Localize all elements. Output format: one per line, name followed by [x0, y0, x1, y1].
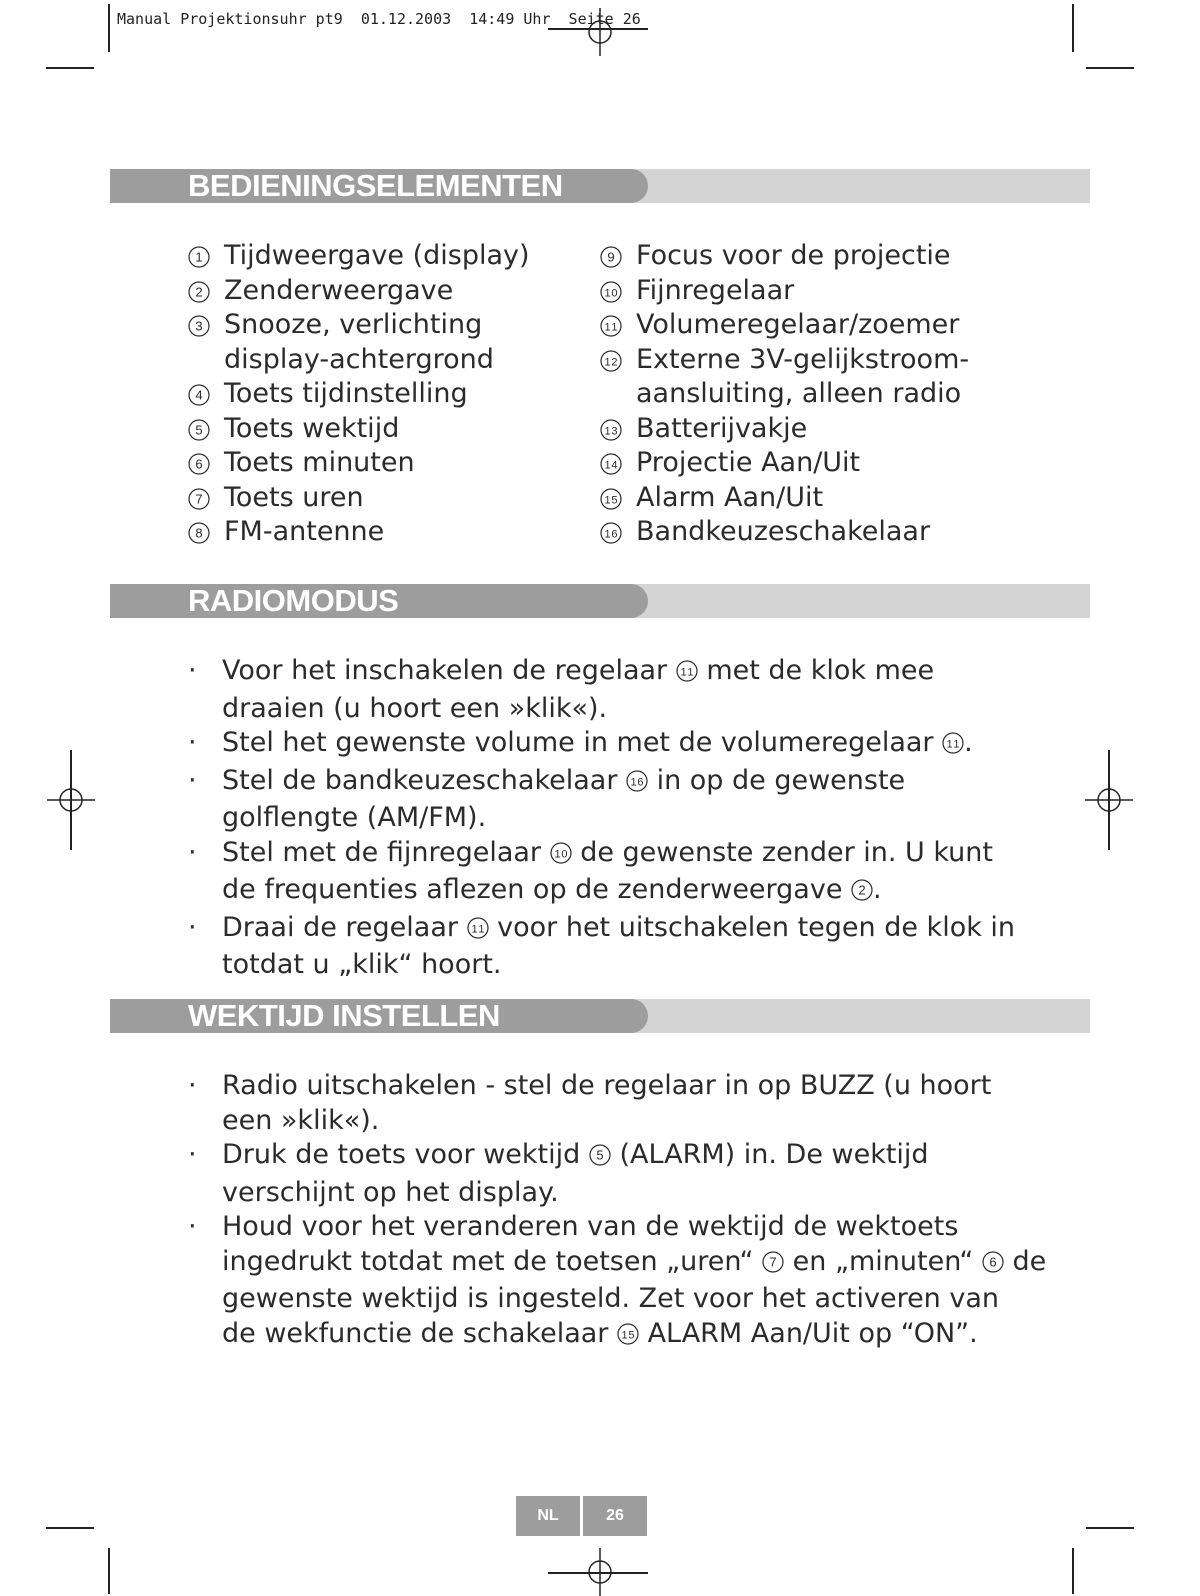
control-item	[188, 515, 530, 550]
svg-text:9: 9	[607, 249, 615, 265]
svg-text:11: 11	[471, 923, 485, 935]
instruction-item: · Stel het gewenste volume in met de volumeregelaar 11 .	[188, 726, 1048, 764]
circled-number-icon	[550, 842, 572, 864]
controls-list-left	[188, 239, 530, 550]
section-title: RADIOMODUS	[188, 583, 399, 618]
svg-text:3: 3	[195, 318, 203, 334]
bullet-icon: ·	[188, 1070, 197, 1101]
control-label: Tijdweergave (display)	[224, 240, 530, 271]
control-item	[600, 481, 969, 516]
circled-number-icon	[467, 917, 489, 939]
crop-mark	[46, 67, 94, 69]
crop-mark	[108, 1548, 110, 1594]
circled-number-icon	[188, 419, 210, 441]
svg-text:8: 8	[195, 525, 203, 541]
crop-mark	[1072, 1548, 1074, 1594]
svg-text:15: 15	[621, 1329, 635, 1341]
svg-text:5: 5	[596, 1147, 604, 1163]
section-title: WEKTIJD INSTELLEN	[188, 998, 500, 1033]
alarm-instructions	[188, 1069, 1048, 1354]
control-label: Fijnregelaar	[636, 274, 795, 306]
control-item	[600, 446, 969, 481]
control-item	[188, 308, 530, 377]
section-header-controls	[110, 169, 1090, 203]
control-item	[188, 377, 530, 412]
crop-mark	[108, 4, 110, 52]
control-label: Alarm Aan/Uit	[636, 481, 824, 513]
section-header-radio	[110, 584, 1090, 618]
svg-text:16: 16	[604, 528, 618, 541]
svg-text:1: 1	[195, 249, 203, 265]
svg-text:16: 16	[630, 776, 644, 788]
circled-number-icon	[188, 315, 210, 337]
bullet-icon: ·	[188, 655, 197, 686]
language-tab: NL	[516, 1496, 580, 1536]
svg-text:10: 10	[604, 287, 618, 299]
svg-text:2: 2	[858, 882, 866, 898]
crop-mark	[46, 1527, 94, 1529]
control-item	[600, 412, 969, 447]
registration-mark-icon	[1085, 776, 1133, 824]
svg-text:15: 15	[604, 494, 618, 506]
circled-number-icon	[600, 488, 622, 510]
section-title: BEDIENINGSELEMENTEN	[188, 168, 563, 203]
circled-number-icon	[617, 1323, 639, 1345]
svg-text:4: 4	[195, 387, 203, 403]
crop-mark	[1072, 4, 1074, 52]
instruction-item: · Druk de toets voor wektijd 5 (ALARM) in. De wektijd verschijnt op het display.	[188, 1139, 929, 1208]
control-item	[188, 274, 530, 309]
bullet-icon: ·	[188, 1139, 197, 1170]
svg-text:7: 7	[769, 1254, 777, 1269]
circled-number-icon	[600, 246, 622, 268]
svg-text:11: 11	[604, 321, 618, 334]
print-slug: Manual Projektionsuhr pt9 01.12.2003 14:49 Uhr Seite 26	[117, 10, 641, 28]
circled-number-icon	[188, 281, 210, 303]
control-label: Focus voor de projectie	[636, 240, 951, 271]
svg-text:11: 11	[680, 666, 694, 679]
svg-text:5: 5	[195, 422, 203, 437]
circled-number-icon	[188, 522, 210, 544]
circled-number-icon	[762, 1251, 784, 1273]
circled-number-icon	[600, 453, 622, 475]
control-item	[600, 343, 969, 412]
control-label: Snooze, verlichting	[224, 309, 483, 340]
circled-number-icon	[626, 770, 648, 792]
control-label: Toets uren	[224, 481, 364, 513]
control-label: aansluiting, alleen radio	[636, 378, 962, 409]
instruction-item: · Draai de regelaar 11 voor het uitschakelen tegen de klok in totdat u „klik“ hoort.	[188, 911, 1016, 980]
instruction-item: · Houd voor het veranderen van de wektijd de wektoets ingedrukt totdat met de toetsen „uren“ 7 en „minuten“ 6 de gewenste wektijd is ingesteld. Zet voor het activeren van de wekfunctie de schakelaar 15 ALARM Aan/Uit op “ON”.	[188, 1211, 1047, 1349]
section-header-alarm	[110, 999, 1090, 1033]
control-label: Batterijvakje	[636, 412, 808, 444]
circled-number-icon	[600, 281, 622, 303]
svg-text:6: 6	[989, 1254, 997, 1269]
registration-mark-icon	[576, 1548, 624, 1596]
circled-number-icon	[600, 419, 622, 441]
instruction-item: · Radio uitschakelen - stel de regelaar in op BUZZ (u hoort een »klik«).	[188, 1070, 992, 1136]
bullet-icon: ·	[188, 1211, 197, 1242]
control-item	[188, 481, 530, 516]
svg-text:6: 6	[195, 456, 203, 472]
circled-number-icon	[188, 453, 210, 475]
control-label: display-achtergrond	[224, 343, 494, 375]
controls-list-right	[600, 239, 969, 550]
control-item	[600, 308, 969, 343]
instruction-item: · Voor het inschakelen de regelaar 11 met de klok mee draaien (u hoort een »klik«).	[188, 655, 935, 724]
control-item	[600, 239, 969, 274]
control-label: Zenderweergave	[224, 274, 454, 306]
svg-text:11: 11	[946, 738, 960, 751]
control-label: Bandkeuzeschakelaar	[636, 516, 931, 547]
bullet-icon: ·	[188, 764, 197, 796]
radio-instructions	[188, 654, 1048, 983]
control-label: Externe 3V-gelijkstroom-	[636, 343, 970, 375]
circled-number-icon	[676, 660, 698, 682]
control-label: Toets minuten	[224, 447, 415, 478]
circled-number-icon	[600, 350, 622, 372]
control-label: Toets wektijd	[224, 412, 400, 444]
circled-number-icon	[188, 246, 210, 268]
circled-number-icon	[851, 879, 873, 901]
svg-text:2: 2	[195, 284, 203, 299]
instruction-item: · Stel de bandkeuzeschakelaar 16 in op de gewenste golflengte (AM/FM).	[188, 764, 906, 833]
circled-number-icon	[600, 522, 622, 544]
control-item	[188, 446, 530, 481]
crop-mark	[1086, 1527, 1134, 1529]
control-item	[188, 412, 530, 447]
bullet-icon: ·	[188, 836, 197, 868]
circled-number-icon	[600, 315, 622, 337]
svg-text:12: 12	[604, 356, 618, 368]
control-item	[600, 274, 969, 309]
bullet-icon: ·	[188, 727, 197, 758]
circled-number-icon	[589, 1144, 611, 1166]
crop-mark	[1086, 67, 1134, 69]
registration-mark-icon	[47, 776, 95, 824]
control-label: Toets tijdinstelling	[224, 378, 468, 409]
control-label: Volumeregelaar/zoemer	[636, 309, 960, 340]
svg-text:10: 10	[554, 848, 568, 860]
svg-text:13: 13	[604, 425, 618, 437]
control-item	[188, 239, 530, 274]
control-item	[600, 515, 969, 550]
circled-number-icon	[188, 488, 210, 510]
bullet-icon: ·	[188, 911, 197, 943]
registration-mark-icon	[576, 8, 624, 56]
control-label: FM-antenne	[224, 516, 385, 547]
circled-number-icon	[188, 384, 210, 406]
instruction-item: · Stel met de fijnregelaar 10 de gewenste zender in. U kunt de frequenties aflezen op de zenderweergave 2 .	[188, 836, 993, 905]
page-number: 26	[583, 1496, 647, 1536]
svg-text:14: 14	[604, 459, 618, 472]
circled-number-icon	[982, 1251, 1004, 1273]
svg-text:7: 7	[195, 491, 203, 506]
circled-number-icon	[942, 732, 964, 754]
control-label: Projectie Aan/Uit	[636, 447, 861, 478]
